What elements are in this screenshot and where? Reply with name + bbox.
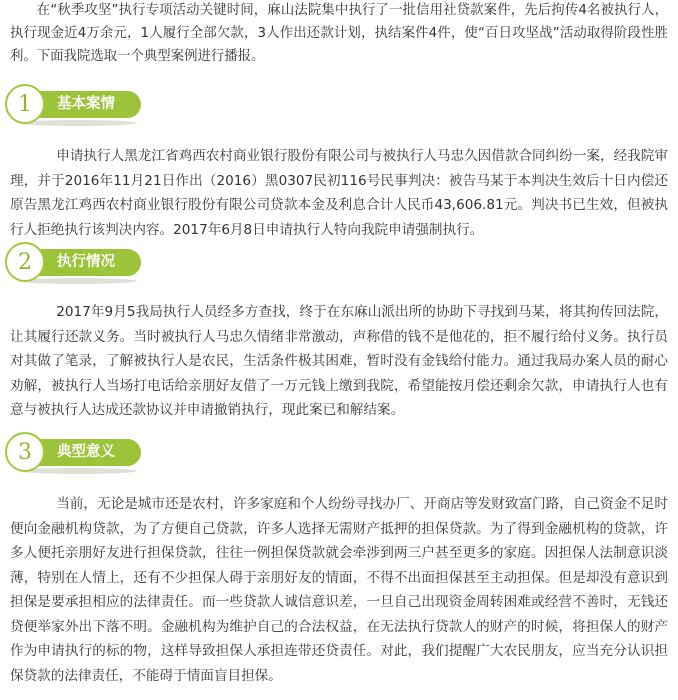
section-1-paragraph: 申请执行人黑龙江省鸡西农村商业银行股份有限公司与被执行人马忠久因借款合同纠纷一案，经我院审理，并于2016年11月21日作出（2016）黑0307民初116号民事判决：被告马某于本判决生效后十日内偿还原告黑龙江鸡西农村商业银行股份有限公司贷款本金及利息合计人民币43,606.81元。判决书已生效，但被执行人拒绝执行该判决内容。2017年6月8日申请执行人特向我院申请强制执行。	[10, 148, 668, 238]
section-1-header	[5, 84, 205, 128]
section-1-shadow	[19, 120, 137, 126]
section-2-header	[5, 242, 205, 286]
section-2-paragraph: 2017年9月5我局执行人员经多方查找，终于在东麻山派出所的协助下寻找到马某，将其拘传回法院，让其履行还款义务。当时被执行人马忠久情绪非常激动，声称借的钱不是他花的，拒不履行给付义务。执行员对其做了笔录，了解被执行人是农民，生活条件极其困难，暂时没有金钱给付能力。通过我局办案人员的耐心劝解，被执行人当场打电话给亲朋好友借了一万元钱上缴到我院，希望能按月偿还剩余欠款，申请执行人也有意与被执行人达成还款协议并申请撤销执行，现此案已和解结案。	[10, 304, 668, 418]
section-3-shadow	[19, 468, 137, 474]
section-1-number-badge: 1	[5, 84, 45, 124]
section-1-title: 基本案情	[33, 91, 141, 118]
section-2-title: 执行情况	[33, 249, 141, 276]
intro-paragraph: 在“秋季攻坚”执行专项活动关键时间，麻山法院集中执行了一批信用社贷款案件，先后拘传4名被执行人，执行现金近4万余元，1人履行全部欠款，3人作出还款计划，执结案件4件，使“百日攻坚战”活动取得阶段性胜利。下面我院选取一个典型案例进行播报。	[10, 3, 668, 64]
section-3-paragraph: 当前，无论是城市还是农村，许多家庭和个人纷纷寻找办厂、开商店等发财致富门路，自己资金不足时便向金融机构贷款，为了方便自己贷款，许多人选择无需财产抵押的担保贷款。为了得到金融机构的贷款，许多人便托亲朋好友进行担保贷款，往往一例担保贷款就会牵涉到两三户甚至更多的家庭。因担保人法制意识淡薄，特别在人情上，还有不少担保人碍于亲朋好友的情面，不得不出面担保甚至主动担保。但是却没有意识到担保是要承担相应的法律责任。而一些贷款人诚信意识差，一旦自己出现资金周转困难或经营不善时，无钱还贷便举家外出下落不明。金融机构为维护自己的合法权益，在无法执行贷款人的财产的时候，将担保人的财产作为申请执行的标的物，这样导致担保人承担连带还贷责任。对此，我们提醒广大农民朋友，应当充分认识担保贷款的法律责任，不能碍于情面盲目担保。	[10, 496, 668, 684]
section-2-shadow	[19, 278, 137, 284]
section-2-number-badge: 2	[5, 242, 45, 282]
section-3-header	[5, 432, 205, 476]
section-3-title: 典型意义	[33, 439, 141, 466]
section-3-number-badge: 3	[5, 432, 45, 472]
